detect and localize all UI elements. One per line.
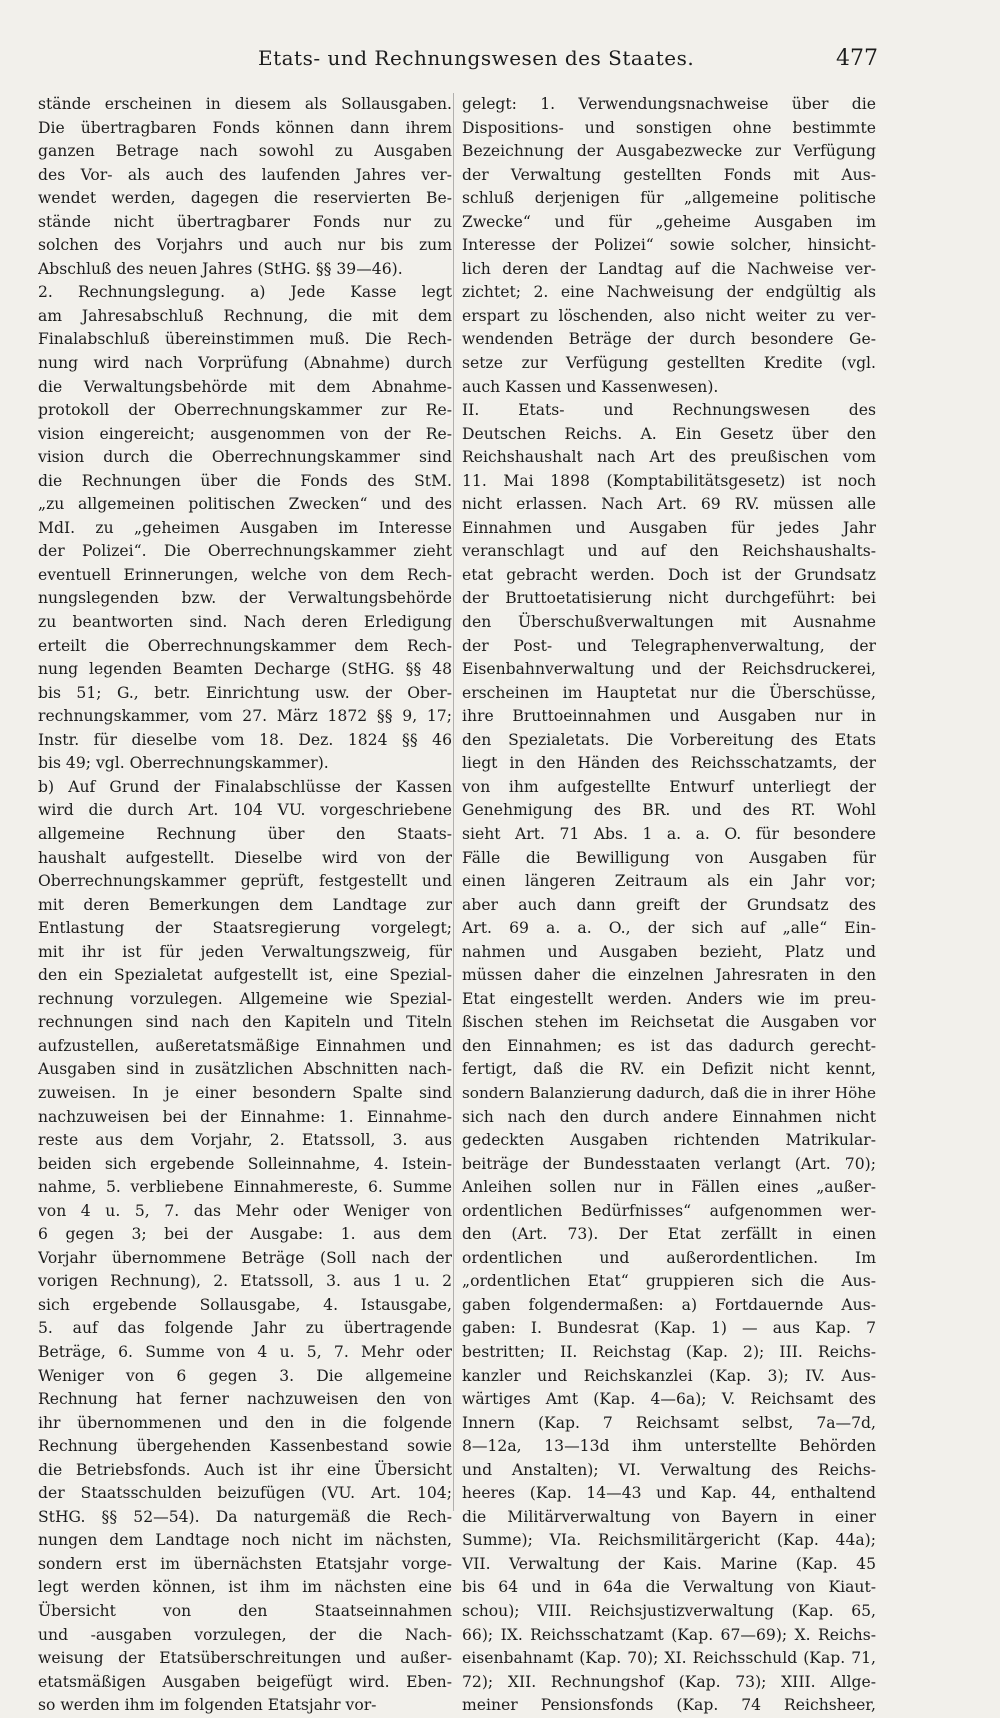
text-line: wird die durch Art. 104 VU. vorgeschriebene xyxy=(38,801,452,820)
text-line: so werden ihm im folgenden Etatsjahr vor- xyxy=(38,1696,377,1715)
text-line: bestritten; II. Reichstag (Kap. 2); III. Reichs- xyxy=(462,1342,876,1361)
text-line: Rechnung übergehenden Kassenbestand sowie xyxy=(38,1437,452,1456)
text-line: Ausgaben sind in zusätzlichen Abschnitten nach- xyxy=(38,1060,452,1079)
text-line: Summe); VIa. Reichsmilitärgericht (Kap. 44a); xyxy=(462,1531,876,1550)
text-line: weisung der Etatsüberschreitungen und außer- xyxy=(38,1649,452,1668)
text-line: nungen dem Landtage noch nicht im nächsten, xyxy=(38,1531,452,1550)
text-line: protokoll der Oberrechnungskammer zur Re- xyxy=(38,401,452,420)
text-line: der Staatsschulden beizufügen (VU. Art. 104; xyxy=(38,1484,452,1503)
text-line: Innern (Kap. 7 Reichsamt selbst, 7a—7d, xyxy=(462,1413,876,1432)
text-line: und Anstalten); VI. Verwaltung des Reichs- xyxy=(462,1460,876,1479)
text-line: ordentlichen Bedürfnisses“ aufgenommen wer- xyxy=(462,1201,876,1220)
text-line: den ein Spezialetat aufgestellt ist, eine Spezial- xyxy=(38,966,452,985)
text-line: „ordentlichen Etat“ gruppieren sich die Aus- xyxy=(462,1272,876,1291)
text-line: die Rechnungen über die Fonds des StM. xyxy=(38,471,452,490)
text-line: bis 64 und in 64a die Verwaltung von Kiaut- xyxy=(462,1578,876,1597)
text-line: den (Art. 73). Der Etat zerfällt in einen xyxy=(462,1225,876,1244)
text-line: am Jahresabschluß Rechnung, die mit dem xyxy=(38,306,452,325)
text-line: der Bruttoetatisierung nicht durchgeführt: bei xyxy=(462,589,876,608)
text-line: den Überschußverwaltungen mit Ausnahme xyxy=(462,613,876,632)
text-line: kanzler und Reichskanzlei (Kap. 3); IV. Aus- xyxy=(462,1366,876,1385)
text-line: bis 51; G., betr. Einrichtung usw. der Ober- xyxy=(38,683,452,702)
text-line: beiträge der Bundesstaaten verlangt (Art. 70); xyxy=(462,1154,876,1173)
text-line: ihr übernommenen und den in die folgende xyxy=(38,1413,452,1432)
text-line: Oberrechnungskammer geprüft, festgestellt und xyxy=(38,872,452,891)
text-line: schou); VIII. Reichsjustizverwaltung (Kap. 65, xyxy=(462,1602,876,1620)
text-line: Reichshaushalt nach Art des preußischen vom xyxy=(462,448,876,467)
text-line: schluß derjenigen für „allgemeine politische xyxy=(462,189,876,208)
text-line: der Polizei“. Die Oberrechnungskammer zieht xyxy=(38,542,452,561)
text-line: von 4 u. 5, 7. das Mehr oder Weniger von xyxy=(38,1201,452,1220)
text-line: die Verwaltungsbehörde mit dem Abnahme- xyxy=(38,377,452,396)
text-line: vision durch die Oberrechnungskammer sind xyxy=(38,448,452,467)
text-line: gelegt: 1. Verwendungsnachweise über die xyxy=(462,95,876,113)
text-line: vision eingereicht; ausgenommen von der Re- xyxy=(38,424,452,443)
text-line: stände nicht übertragbarer Fonds nur zu xyxy=(38,212,452,231)
text-line: nung wird nach Vorprüfung (Abnahme) durch xyxy=(38,354,452,373)
text-line: Art. 69 a. a. O., der sich auf „alle“ Ein- xyxy=(462,919,876,938)
text-line: nungslegenden bzw. der Verwaltungsbehörde xyxy=(38,589,452,608)
text-line: sich ergebende Sollausgabe, 4. Istausgabe, xyxy=(38,1295,452,1314)
text-line: und -ausgaben vorzulegen, der die Nach- xyxy=(38,1625,452,1644)
text-line: Eisenbahnverwaltung und der Reichsdruckerei, xyxy=(462,660,876,679)
text-line: sondern erst im übernächsten Etatsjahr vorge- xyxy=(38,1554,452,1573)
text-line: aufzustellen, außeretatsmäßige Einnahmen und xyxy=(38,1036,452,1055)
text-line: die Militärverwaltung von Bayern in einer xyxy=(462,1507,876,1526)
text-line: Entlastung der Staatsregierung vorgelegt; xyxy=(38,919,452,938)
text-line: 5. auf das folgende Jahr zu übertragende xyxy=(38,1319,452,1338)
page-number: 477 xyxy=(836,46,878,71)
text-line: 66); IX. Reichsschatzamt (Kap. 67—69); X. Reichs- xyxy=(462,1625,876,1644)
text-line: gedeckten Ausgaben richtenden Matrikular- xyxy=(462,1131,876,1150)
text-line: beiden sich ergebende Solleinnahme, 4. Istein- xyxy=(38,1154,452,1173)
text-line: Interesse der Polizei“ sowie solcher, hinsicht- xyxy=(462,236,876,255)
text-line: erscheinen im Hauptetat nur die Überschüsse, xyxy=(462,683,876,702)
text-line: ßischen stehen im Reichsetat die Ausgaben vor xyxy=(462,1013,876,1032)
text-line: rechnung vorzulegen. Allgemeine wie Spezial- xyxy=(38,989,452,1008)
text-line: Fälle die Bewilligung von Ausgaben für xyxy=(462,848,876,867)
text-line: legt werden können, ist ihm im nächsten eine xyxy=(38,1578,452,1597)
text-line: aber auch dann greift der Grundsatz des xyxy=(462,895,876,914)
text-line: ordentlichen und außerordentlichen. Im xyxy=(462,1248,876,1267)
text-line: Die übertragbaren Fonds können dann ihrem xyxy=(38,118,452,137)
text-line: Bezeichnung der Ausgabezwecke zur Verfügung xyxy=(462,142,876,161)
text-line: b) Auf Grund der Finalabschlüsse der Kassen xyxy=(38,777,452,796)
text-line: bis 49; vgl. Oberrechnungskammer). xyxy=(38,754,329,773)
text-line: Weniger von 6 gegen 3. Die allgemeine xyxy=(38,1366,452,1385)
text-line: Zwecke“ und für „geheime Ausgaben im xyxy=(462,212,876,231)
right-column xyxy=(462,93,876,1718)
text-line: mit deren Bemerkungen dem Landtage zur xyxy=(38,895,452,914)
text-line: nicht erlassen. Nach Art. 69 RV. müssen alle xyxy=(462,495,876,514)
text-line: erteilt die Oberrechnungskammer dem Rech- xyxy=(38,636,452,655)
text-line: Genehmigung des BR. und des RT. Wohl xyxy=(462,801,876,820)
running-head xyxy=(38,46,878,76)
text-line: StHG. §§ 52—54). Da naturgemäß die Rech- xyxy=(38,1507,452,1526)
text-line: „zu allgemeinen politischen Zwecken“ und des xyxy=(38,495,452,514)
text-line: ihre Bruttoeinnahmen und Ausgaben nur in xyxy=(462,707,876,726)
text-line: einen längeren Zeitraum als ein Jahr vor; xyxy=(462,872,876,891)
text-line: Übersicht von den Staatseinnahmen xyxy=(38,1602,452,1620)
text-line: Finalabschluß übereinstimmen muß. Die Rech- xyxy=(38,330,452,349)
text-line: etat gebracht werden. Doch ist der Grundsatz xyxy=(462,565,876,584)
text-line: den Einnahmen; es ist das dadurch gerecht- xyxy=(462,1036,876,1055)
text-line: MdI. zu „geheimen Ausgaben im Interesse xyxy=(38,518,452,537)
text-line: nung legenden Beamten Decharge (StHG. §§ 48 xyxy=(38,660,452,679)
text-line: Beträge, 6. Summe von 4 u. 5, 7. Mehr oder xyxy=(38,1342,452,1361)
text-line: reste aus dem Vorjahr, 2. Etatssoll, 3. aus xyxy=(38,1131,452,1150)
text-line: zuweisen. In je einer besondern Spalte sind xyxy=(38,1083,452,1102)
text-line: 2. Rechnungslegung. a) Jede Kasse legt xyxy=(38,283,452,302)
text-line: rechnungen sind nach den Kapiteln und Titeln xyxy=(38,1013,452,1032)
text-line: setze zur Verfügung gestellten Kredite (vgl. xyxy=(462,354,876,373)
text-line: veranschlagt und auf den Reichshaushalts- xyxy=(462,542,876,561)
text-line: rechnungskammer, vom 27. März 1872 §§ 9, 17; xyxy=(38,707,452,726)
text-line: müssen daher die einzelnen Jahresraten in den xyxy=(462,966,876,985)
text-line: Instr. für dieselbe vom 18. Dez. 1824 §§ 46 xyxy=(38,730,452,749)
text-line: Etat eingestellt werden. Anders wie im preu- xyxy=(462,989,876,1008)
text-line: 6 gegen 3; bei der Ausgabe: 1. aus dem xyxy=(38,1225,452,1244)
text-line: eisenbahnamt (Kap. 70); XI. Reichsschuld (Kap. 71, xyxy=(462,1649,876,1668)
text-line: den Spezialetats. Die Vorbereitung des Etats xyxy=(462,730,876,749)
left-column xyxy=(38,93,452,1718)
text-line: 11. Mai 1898 (Komptabilitätsgesetz) ist noch xyxy=(462,471,876,490)
text-line: nachzuweisen bei der Einnahme: 1. Einnahme- xyxy=(38,1107,452,1126)
text-line: nahme, 5. verbliebene Einnahmereste, 6. Summe xyxy=(38,1178,452,1197)
text-line: nahmen und Ausgaben bezieht, Platz und xyxy=(462,942,876,961)
text-line: mit ihr ist für jeden Verwaltungszweig, für xyxy=(38,942,452,961)
text-line: Abschluß des neuen Jahres (StHG. §§ 39—46). xyxy=(38,259,403,278)
text-line: II. Etats- und Rechnungswesen des xyxy=(462,401,876,420)
text-line: wärtiges Amt (Kap. 4—6a); V. Reichsamt des xyxy=(462,1390,876,1409)
text-line: des Vor- als auch des laufenden Jahres ver- xyxy=(38,165,452,184)
text-line: Vorjahr übernommene Beträge (Soll nach der xyxy=(38,1248,452,1267)
text-line: Anleihen sollen nur in Fällen eines „außer- xyxy=(462,1178,876,1197)
text-line: sieht Art. 71 Abs. 1 a. a. O. für besondere xyxy=(462,824,876,843)
text-line: vorigen Rechnung), 2. Etatssoll, 3. aus 1 u. 2 xyxy=(38,1272,452,1291)
text-line: Einnahmen und Ausgaben für jedes Jahr xyxy=(462,518,876,537)
text-line: erspart zu löschenden, also nicht weiter zu ver- xyxy=(462,306,876,325)
text-line: 72); XII. Rechnungshof (Kap. 73); XIII. Allge- xyxy=(462,1672,876,1691)
text-line: stände erscheinen in diesem als Sollausgaben. xyxy=(38,95,452,113)
text-line: lich deren der Landtag auf die Nachweise ver- xyxy=(462,259,876,278)
text-line: Dispositions- und sonstigen ohne bestimmte xyxy=(462,118,876,137)
text-line: wendenden Beträge der durch besondere Ge- xyxy=(462,330,876,349)
text-line: auch Kassen und Kassenwesen). xyxy=(462,377,719,396)
text-line: wendet werden, dagegen die reservierten Be- xyxy=(38,189,452,208)
text-line: liegt in den Händen des Reichsschatzamts, der xyxy=(462,754,876,773)
text-line: ganzen Betrage nach sowohl zu Ausgaben xyxy=(38,142,452,161)
text-line: gaben folgendermaßen: a) Fortdauernde Aus- xyxy=(462,1295,876,1314)
text-line: solchen des Vorjahrs und auch nur bis zum xyxy=(38,236,452,255)
text-line: meiner Pensionsfonds (Kap. 74 Reichsheer, xyxy=(462,1696,876,1715)
text-line: haushalt aufgestellt. Dieselbe wird von der xyxy=(38,848,452,867)
running-head-title: Etats- und Rechnungswesen des Staates. xyxy=(258,46,695,70)
text-line: zu beantworten sind. Nach deren Erledigung xyxy=(38,613,452,632)
text-line: der Verwaltung gestellten Fonds mit Aus- xyxy=(462,165,876,184)
text-line: der Post- und Telegraphenverwaltung, der xyxy=(462,636,876,655)
text-line: sich nach den durch andere Einnahmen nicht xyxy=(462,1107,876,1126)
text-line: zichtet; 2. eine Nachweisung der endgültig als xyxy=(462,283,876,302)
text-line: fertigt, daß die RV. ein Defizit nicht kennt, xyxy=(462,1060,876,1079)
text-line: 8—12a, 13—13d ihm unterstellte Behörden xyxy=(462,1437,876,1456)
text-line: VII. Verwaltung der Kais. Marine (Kap. 45 xyxy=(462,1554,876,1573)
text-line: sondern Balanzierung dadurch, daß die in ihrer Höhe xyxy=(462,1083,876,1102)
text-line: eventuell Erinnerungen, welche von dem Rech- xyxy=(38,565,452,584)
text-line: von ihm aufgestellte Entwurf unterliegt der xyxy=(462,777,876,796)
text-line: heeres (Kap. 14—43 und Kap. 44, enthaltend xyxy=(462,1484,876,1503)
column-divider xyxy=(453,93,454,1511)
text-line: Deutschen Reichs. A. Ein Gesetz über den xyxy=(462,424,876,443)
text-line: gaben: I. Bundesrat (Kap. 1) — aus Kap. 7 xyxy=(462,1319,876,1338)
text-line: etatsmäßigen Ausgaben beigefügt wird. Eben- xyxy=(38,1672,452,1691)
text-line: allgemeine Rechnung über den Staats- xyxy=(38,824,452,843)
text-line: die Betriebsfonds. Auch ist ihr eine Übersicht xyxy=(38,1460,452,1479)
text-line: Rechnung hat ferner nachzuweisen den von xyxy=(38,1390,452,1409)
